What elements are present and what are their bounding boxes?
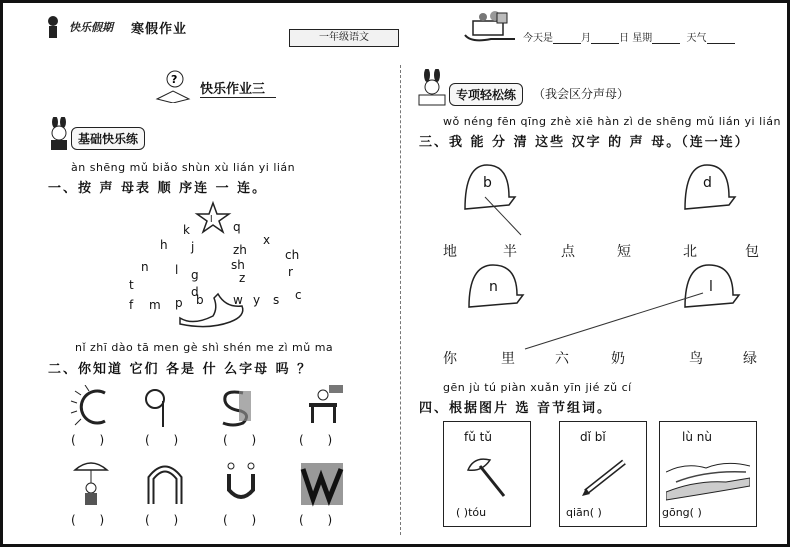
bunny-reader-icon	[413, 69, 453, 109]
sleigh-icon	[461, 9, 521, 43]
card-answer[interactable]: gōng( )	[662, 506, 702, 519]
hanzi-item[interactable]: 绿	[743, 351, 757, 367]
tree-letter[interactable]: g	[191, 268, 199, 282]
tree-letter[interactable]: n	[141, 260, 149, 274]
tree-letter[interactable]: z	[239, 271, 246, 285]
today-label: 今天是	[523, 33, 553, 44]
answer-paren[interactable]: ( )	[299, 513, 343, 527]
tree-letter[interactable]: l	[175, 263, 179, 277]
word-card-axe	[443, 421, 531, 527]
tree-letter[interactable]: sh	[231, 258, 245, 272]
month-label: 月	[581, 33, 591, 44]
balloon-q-icon	[143, 385, 173, 429]
q2-pinyin: nǐ zhī dào tā men gè shì shén me zì mǔ ma	[75, 341, 334, 354]
tree-letter[interactable]: s	[273, 293, 280, 307]
tree-letter[interactable]: h	[160, 238, 168, 252]
hanzi-item[interactable]: 六	[555, 351, 569, 367]
snake-s-icon	[213, 385, 257, 429]
weekday-label: 星期	[632, 33, 653, 44]
grade-label: 一年级语文	[289, 29, 399, 47]
card-answer[interactable]: ( )tóu	[456, 506, 487, 519]
tree-letter[interactable]: p	[175, 296, 183, 310]
svg-text:l: l	[210, 215, 213, 225]
card-answer[interactable]: qiān( )	[566, 506, 602, 519]
answer-paren[interactable]: ( )	[71, 433, 115, 447]
helmet-b: b	[483, 175, 492, 191]
weather-label: 天气	[686, 33, 707, 44]
center-divider	[400, 65, 402, 535]
answer-paren[interactable]: ( )	[223, 513, 267, 527]
basic-practice-badge: 基础快乐练	[71, 127, 145, 150]
decorative-logo-icon	[67, 17, 127, 37]
q1-text: 一、按 声 母表 顺 序连 一 连。	[48, 181, 268, 196]
tree-letter[interactable]: d	[191, 285, 199, 299]
tree-letter[interactable]: q	[233, 220, 241, 234]
svg-text:?: ?	[171, 73, 178, 86]
tree-letter[interactable]: ch	[285, 248, 300, 262]
bench-reader-icon	[301, 383, 347, 429]
answer-paren[interactable]: ( )	[299, 433, 343, 447]
weather-blank[interactable]	[707, 33, 735, 44]
answer-paren[interactable]: ( )	[145, 433, 189, 447]
answer-paren[interactable]: ( )	[223, 433, 267, 447]
svg-text:快乐假期: 快乐假期	[69, 21, 113, 34]
hanzi-item[interactable]: 奶	[611, 351, 625, 367]
hanzi-item[interactable]: 半	[503, 244, 517, 260]
tree-letter[interactable]: c	[295, 288, 302, 302]
answer-paren[interactable]: ( )	[145, 513, 189, 527]
road-landscape-icon	[666, 452, 750, 502]
month-blank[interactable]	[553, 33, 581, 44]
q3-pinyin: wǒ néng fēn qīng zhè xiē hàn zì de shēng mǔ lián yi lián	[443, 115, 781, 128]
pencil-icon	[578, 454, 634, 498]
q4-text: 四、根据图片 选 音节组词。	[419, 401, 613, 416]
tree-letter[interactable]: r	[288, 265, 293, 279]
tree-letter[interactable]: t	[129, 278, 134, 292]
tree-letter[interactable]: y	[253, 293, 261, 307]
brand-title: 寒假作业	[131, 21, 188, 37]
w-shape-icon	[299, 461, 345, 507]
tree-letter[interactable]: f	[129, 298, 134, 312]
kid-mascot-icon	[43, 14, 63, 40]
hanzi-item[interactable]: 地	[443, 244, 457, 260]
helmet-d: d	[703, 175, 712, 191]
tree-letter[interactable]: zh	[233, 243, 247, 257]
left-page-title: 快乐作业三	[200, 82, 266, 97]
hanzi-item[interactable]: 鸟	[689, 351, 703, 367]
hanzi-item[interactable]: 点	[561, 244, 575, 260]
q4-pinyin: gēn jù tú piàn xuǎn yīn jié zǔ cí	[443, 381, 632, 394]
bunny-kid-icon	[43, 117, 73, 151]
answer-paren[interactable]: ( )	[71, 513, 115, 527]
day-blank[interactable]	[591, 33, 619, 44]
helmet-n: n	[489, 279, 498, 295]
magnet-n-icon	[143, 458, 187, 508]
special-practice-badge: 专项轻松练	[449, 83, 523, 106]
matching-area	[403, 153, 783, 373]
tree-letter[interactable]: b	[196, 293, 204, 307]
hanzi-item[interactable]: 你	[443, 351, 457, 367]
word-card-pencil	[559, 421, 647, 527]
hanzi-item[interactable]: 包	[745, 244, 759, 260]
axe-icon	[460, 452, 516, 502]
helmet-l: l	[709, 279, 713, 295]
umbrella-girl-icon	[69, 458, 113, 508]
card-pinyin: lù nù	[682, 430, 712, 444]
q1-pinyin: àn shēng mǔ biǎo shùn xù lián yi lián	[71, 161, 296, 174]
tree-letter[interactable]: j	[191, 240, 195, 254]
header-brand	[43, 13, 187, 41]
section-subtitle: （我会区分声母）	[533, 87, 630, 101]
hanzi-item[interactable]: 短	[617, 244, 631, 260]
card-pinyin: dǐ bǐ	[580, 430, 606, 444]
card-pinyin: fǔ tǔ	[464, 430, 492, 444]
word-card-road	[659, 421, 757, 527]
tree-letter[interactable]: m	[149, 298, 161, 312]
tree-letter[interactable]: w	[233, 293, 243, 307]
hanzi-item[interactable]: 北	[683, 244, 697, 260]
tree-letter[interactable]: x	[263, 233, 271, 247]
date-weather-line	[523, 29, 735, 44]
hanzi-item[interactable]: 里	[501, 351, 515, 367]
reading-kid-icon	[153, 69, 197, 103]
q3-text: 三、我 能 分 清 这些 汉字 的 声 母。（连一连）	[419, 135, 750, 150]
day-label: 日	[619, 33, 629, 44]
weekday-blank[interactable]	[652, 33, 680, 44]
match-line-l	[525, 293, 703, 349]
title-underline	[200, 97, 276, 98]
u-shape-icon	[219, 458, 263, 508]
hedgehog-c-icon	[69, 385, 113, 429]
tree-letter[interactable]: k	[183, 223, 190, 237]
q2-text: 二、你知道 它们 各是 什 么字母 吗 ？	[48, 362, 313, 377]
